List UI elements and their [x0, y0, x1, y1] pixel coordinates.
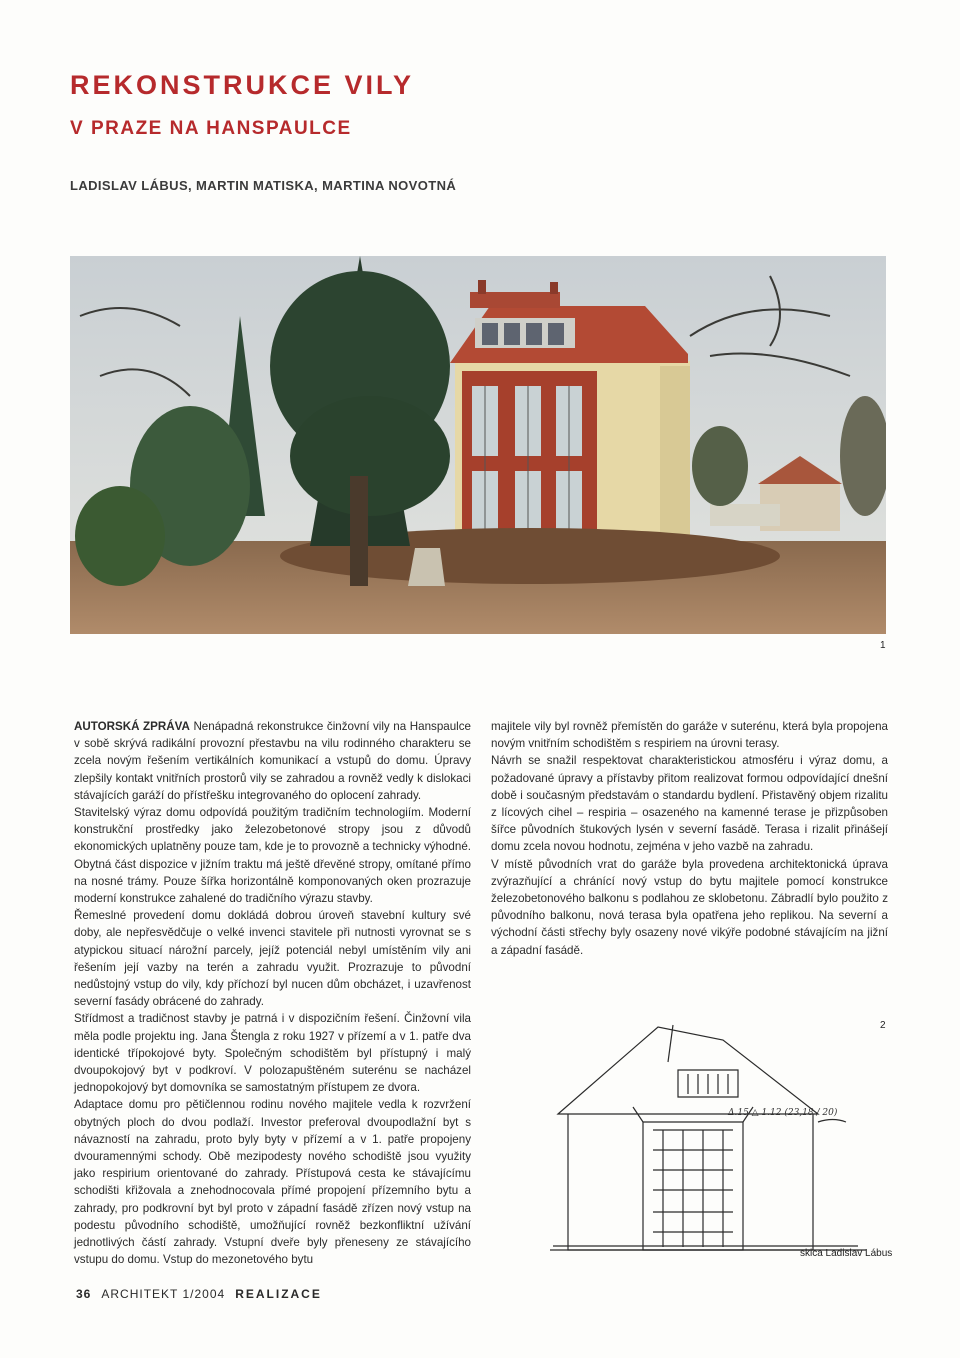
article-authors: LADISLAV LÁBUS, MARTIN MATISKA, MARTINA NOVOTNÁ	[70, 178, 457, 193]
page-footer	[76, 1287, 322, 1301]
article-subtitle: V PRAZE NA HANSPAULCE	[70, 118, 352, 139]
article-title: REKONSTRUKCE VILY	[70, 70, 415, 100]
villa-photo	[70, 256, 886, 634]
left-column	[74, 718, 471, 1269]
paragraph-1	[74, 718, 471, 804]
paragraph-1-text: Nenápadná rekonstrukce činžovní vily na Hanspaulce v sobě skrývá radikální provozní přestavbu na vilu rodinného charakteru se zcela novým řešením vertikálních komunikací a vstupů do domu. Úpravy zlepšily kontakt vnitřních prostorů vily se zahradou a rovněž vedly k dislokaci stávajících garáží do přístřešku integrovaného do oplocení zahrady.	[74, 720, 471, 802]
paragraph-5: Adaptace domu pro pětičlennou rodinu nového majitele vedla k rozvržení obytných ploch do dvou podlaží. Investor preferoval dvoupodlažní byt s návazností na zahradu, proto byly byty v přízemí a v 1. patře propojeny dvouramennými schody. Obě mezipodesty nového schodiště jsou využity jako respirium orientované do zahrady. Přístupová cesta ke stávajícímu schodišti křižovala a znehodnocovala přímé propojení přízemního bytu a zahrady, pro podkrovní byt byl proto v západní fasádě zřízen nový vstup na podestu původního schodiště, umožňující rovněž bezkonfliktní užívání jednotlivých částí zahrady. Vstupní dveře byly přeneseny ze stávajícího vstupu do domu. Vstup do mezonetového bytu	[74, 1098, 471, 1267]
lead-label: AUTORSKÁ ZPRÁVA	[74, 720, 190, 733]
photo-figure-number: 1	[880, 640, 886, 651]
sketch-figure-number: 2	[880, 1020, 886, 1031]
paragraph-7: Návrh se snažil respektovat charakteristickou atmosféru i výraz domu, a požadované úpravy a přístavby přitom realizovat formou odpovídající dnešní době i současným představám o standardu bydlení. Přistavěný objem rizalitu z lícových cihel – respiria – osazeného na kamenné terase je přizpůsoben šířce původních štukových lysén v severní fasádě. Terasa i rizalit přinášejí domu zcela novou hodnotu, zejména v jeho vazbě na zahradu.	[491, 754, 888, 854]
section-name: REALIZACE	[235, 1287, 322, 1301]
paragraph-6: majitele vily byl rovněž přemístěn do garáže v suterénu, která byla propojena novým vnitřním schodištěm s respiriem na úrovni terasy.	[491, 720, 888, 751]
sketch-caption: skica Ladislav Lábus	[800, 1248, 893, 1259]
paragraph-2: Stavitelský výraz domu odpovídá použitým tradičním technologiím. Moderní konstrukční prostředky jako železobetonové stropy jsou z důvodů ekonomických uplatněny pouze tam, kde je to provozně a technicky výhodné. Obytná část dispozice v jižním traktu má ještě dřevěné stropy, omítané přímo na nosné trámy. Pouze šířka horizontálně komponovaných oken prozrazuje moderní konstrukce zahalené do tradičního výrazu stavby.	[74, 806, 471, 906]
paragraph-8: V místě původních vrat do garáže byla provedena architektonická úprava zvýrazňující a chránící nový vstup do bytu majitele pomocí konstrukce železobetonového balkonu s podlahou ze sklobetonu. Zábradlí bylo použito z původního balkonu, nová terasa byla opatřena jeho replikou. Na severní a východní části střechy byly osazeny nové vikýře podobné stávajícím na jižní a západní fasádě.	[491, 857, 888, 957]
paragraph-4: Střídmost a tradičnost stavby je patrná i v dispozičním řešení. Činžovní vila měla podle projektu ing. Jana Štengla z roku 1927 v přízemí a v 1. patře dva identické třípokojové byty. Společným schodištěm byl přístupný i malý dvoupokojový byt v podkroví. V polozapuštěném suterénu se nacházel jednopokojový byt domovníka se samostatným přístupem ze dvora.	[74, 1012, 471, 1095]
sketch-drawing	[548, 1022, 868, 1254]
journal-name: ARCHITEKT 1/2004	[101, 1287, 226, 1301]
paragraph-3: Řemeslné provedení domu dokládá dobrou úroveň stavební kultury své doby, ale nepřesvědčuje o velké invenci stavitele při nutnosti vyrovnat se s atypickou situací nárožní parcely, jejíž potenciál nebyl umístěním vily ani řešením její vazby na terén a zahradu využit. Prozrazuje to původní nedůstojný vstup do vily, kdy příchozí byl nucen dům obcházet, i uzavřenost severní fasády obrácené do zahrady.	[74, 909, 471, 1009]
right-column	[491, 718, 888, 959]
sketch-annotation: Δ.15 △ 1.12 (23,18 / 20)	[728, 1108, 838, 1118]
page-number: 36	[76, 1287, 92, 1301]
